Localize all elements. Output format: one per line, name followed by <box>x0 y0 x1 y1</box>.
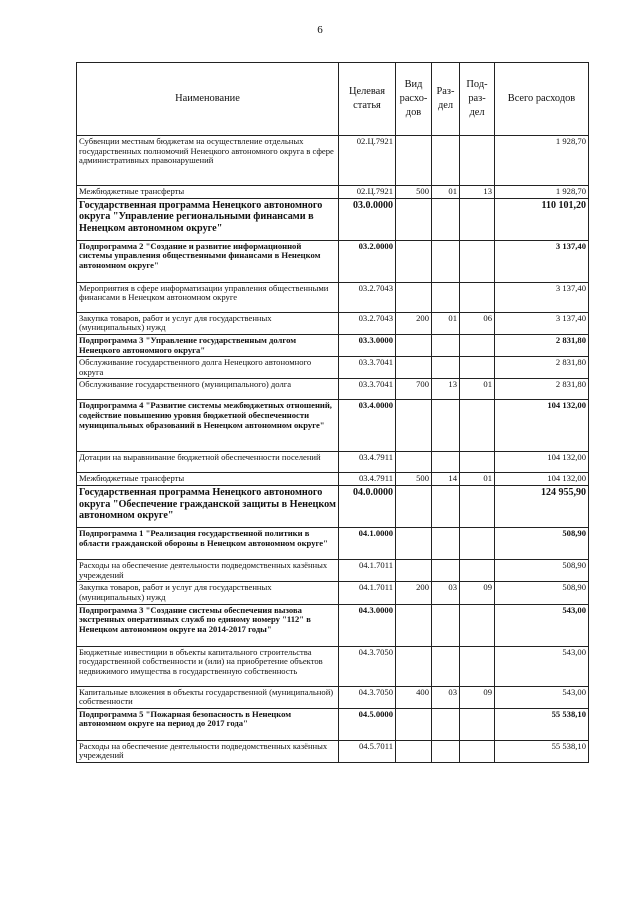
budget-table <box>76 62 589 763</box>
row-vid: 200 <box>396 312 432 334</box>
row-vid <box>396 357 432 379</box>
row-razdel: 13 <box>432 379 460 400</box>
row-total: 104 132,00 <box>495 473 589 486</box>
row-code: 03.2.0000 <box>339 240 396 282</box>
row-vid: 400 <box>396 686 432 708</box>
table-row <box>77 528 589 560</box>
row-name: Государственная программа Ненецкого автономного округа "Обеспечение гражданской защиты в Ненецком автономном округе" <box>77 486 339 528</box>
row-razdel <box>432 486 460 528</box>
row-podrazdel <box>460 740 495 762</box>
row-total: 55 538,10 <box>495 740 589 762</box>
row-vid <box>396 560 432 582</box>
row-podrazdel <box>460 240 495 282</box>
row-name: Обслуживание государственного (муниципального) долга <box>77 379 339 400</box>
row-name: Подпрограмма 3 "Управление государственным долгом Ненецкого автономного округа" <box>77 334 339 356</box>
row-code: 04.1.7011 <box>339 560 396 582</box>
table-row <box>77 186 589 199</box>
table-row <box>77 473 589 486</box>
row-razdel <box>432 528 460 560</box>
row-razdel <box>432 452 460 473</box>
table-row <box>77 646 589 686</box>
row-podrazdel <box>460 198 495 240</box>
row-vid: 500 <box>396 186 432 199</box>
table-row <box>77 136 589 186</box>
row-total: 1 928,70 <box>495 186 589 199</box>
row-total: 2 831,80 <box>495 334 589 356</box>
row-code: 04.3.7050 <box>339 646 396 686</box>
row-code: 03.3.7041 <box>339 357 396 379</box>
row-razdel <box>432 400 460 452</box>
row-name: Государственная программа Ненецкого автономного округа "Управление региональными финансами в Ненецком автономном округе" <box>77 198 339 240</box>
row-vid <box>396 136 432 186</box>
row-vid <box>396 282 432 312</box>
table-row <box>77 400 589 452</box>
row-razdel <box>432 560 460 582</box>
row-razdel: 01 <box>432 186 460 199</box>
row-vid <box>396 240 432 282</box>
row-razdel: 01 <box>432 312 460 334</box>
table-row <box>77 452 589 473</box>
row-total: 3 137,40 <box>495 240 589 282</box>
table-row <box>77 582 589 604</box>
row-podrazdel <box>460 486 495 528</box>
row-vid <box>396 400 432 452</box>
row-name: Подпрограмма 5 "Пожарная безопасность в Ненецком автономном округе на период до 2017 года" <box>77 708 339 740</box>
row-total: 508,90 <box>495 582 589 604</box>
row-name: Мероприятия в сфере информатизации управления общественными финансами в Ненецком автономном округе <box>77 282 339 312</box>
row-razdel <box>432 646 460 686</box>
row-code: 04.5.7011 <box>339 740 396 762</box>
row-vid: 500 <box>396 473 432 486</box>
row-total: 3 137,40 <box>495 312 589 334</box>
row-podrazdel <box>460 528 495 560</box>
row-code: 04.0.0000 <box>339 486 396 528</box>
row-podrazdel <box>460 604 495 646</box>
row-razdel: 14 <box>432 473 460 486</box>
row-total: 543,00 <box>495 686 589 708</box>
row-total: 124 955,90 <box>495 486 589 528</box>
row-podrazdel: 09 <box>460 582 495 604</box>
row-podrazdel <box>460 136 495 186</box>
row-podrazdel <box>460 357 495 379</box>
table-row <box>77 240 589 282</box>
table-row <box>77 604 589 646</box>
table-row <box>77 312 589 334</box>
row-code: 03.2.7043 <box>339 312 396 334</box>
row-vid <box>396 198 432 240</box>
header-name: Наименование <box>77 63 339 136</box>
row-podrazdel: 06 <box>460 312 495 334</box>
row-total: 543,00 <box>495 646 589 686</box>
row-vid: 200 <box>396 582 432 604</box>
row-podrazdel: 01 <box>460 379 495 400</box>
row-code: 04.1.0000 <box>339 528 396 560</box>
row-vid <box>396 646 432 686</box>
row-podrazdel <box>460 400 495 452</box>
row-name: Подпрограмма 4 "Развитие системы межбюджетных отношений, содействие повышению уровня бюджетной обеспеченности муниципальных образований в Ненецком автономном округе" <box>77 400 339 452</box>
row-razdel <box>432 740 460 762</box>
row-name: Бюджетные инвестиции в объекты капитального строительства государственной собственности и (или) на приобретение объектов недвижимого имущества в государственную собственность <box>77 646 339 686</box>
row-code: 03.4.7911 <box>339 473 396 486</box>
row-vid <box>396 452 432 473</box>
row-total: 110 101,20 <box>495 198 589 240</box>
row-podrazdel <box>460 334 495 356</box>
row-name: Подпрограмма 3 "Создание системы обеспечения вызова экстренных оперативных служб по единому номеру "112" в Ненецком автономном округе на 2014-2017 годы" <box>77 604 339 646</box>
header-code: Целевая статья <box>339 63 396 136</box>
row-name: Капитальные вложения в объекты государственной (муниципальной) собственности <box>77 686 339 708</box>
row-name: Субвенции местным бюджетам на осуществление отдельных государственных полномочий Ненецкого автономного округа в сфере административных правонарушений <box>77 136 339 186</box>
header-total: Всего расходов <box>495 63 589 136</box>
table-row <box>77 379 589 400</box>
row-razdel <box>432 604 460 646</box>
row-name: Закупка товаров, работ и услуг для государственных (муниципальных) нужд <box>77 582 339 604</box>
row-razdel <box>432 198 460 240</box>
row-total: 3 137,40 <box>495 282 589 312</box>
row-vid <box>396 740 432 762</box>
row-code: 03.0.0000 <box>339 198 396 240</box>
row-code: 03.2.7043 <box>339 282 396 312</box>
row-total: 508,90 <box>495 560 589 582</box>
row-total: 104 132,00 <box>495 452 589 473</box>
row-total: 508,90 <box>495 528 589 560</box>
row-podrazdel: 13 <box>460 186 495 199</box>
row-name: Межбюджетные трансферты <box>77 186 339 199</box>
row-name: Расходы на обеспечение деятельности подведомственных казённых учреждений <box>77 560 339 582</box>
table-row <box>77 334 589 356</box>
row-code: 03.4.7911 <box>339 452 396 473</box>
table-row <box>77 282 589 312</box>
page-number: 6 <box>317 24 323 36</box>
table-row <box>77 198 589 240</box>
row-razdel <box>432 136 460 186</box>
row-total: 55 538,10 <box>495 708 589 740</box>
row-podrazdel: 01 <box>460 473 495 486</box>
row-podrazdel <box>460 282 495 312</box>
row-vid <box>396 486 432 528</box>
table-row <box>77 686 589 708</box>
table-row <box>77 486 589 528</box>
row-podrazdel: 09 <box>460 686 495 708</box>
row-name: Межбюджетные трансферты <box>77 473 339 486</box>
row-vid: 700 <box>396 379 432 400</box>
row-code: 04.3.0000 <box>339 604 396 646</box>
row-code: 02.Ц.7921 <box>339 186 396 199</box>
row-total: 543,00 <box>495 604 589 646</box>
row-razdel: 03 <box>432 686 460 708</box>
row-podrazdel <box>460 560 495 582</box>
table-row <box>77 357 589 379</box>
row-code: 03.3.0000 <box>339 334 396 356</box>
row-vid <box>396 334 432 356</box>
row-code: 04.3.7050 <box>339 686 396 708</box>
row-vid <box>396 708 432 740</box>
row-razdel <box>432 282 460 312</box>
row-total: 1 928,70 <box>495 136 589 186</box>
header-row <box>77 63 589 136</box>
table-row <box>77 740 589 762</box>
table-row <box>77 560 589 582</box>
row-podrazdel <box>460 452 495 473</box>
row-total: 104 132,00 <box>495 400 589 452</box>
row-razdel: 03 <box>432 582 460 604</box>
row-name: Закупка товаров, работ и услуг для государственных (муниципальных) нужд <box>77 312 339 334</box>
header-podrazdel: Под-раз-дел <box>460 63 495 136</box>
row-code: 04.1.7011 <box>339 582 396 604</box>
row-razdel <box>432 334 460 356</box>
row-podrazdel <box>460 708 495 740</box>
row-name: Расходы на обеспечение деятельности подведомственных казённых учреждений <box>77 740 339 762</box>
row-name: Подпрограмма 2 "Создание и развитие информационной системы управления общественными финансами в Ненецком автономном округе" <box>77 240 339 282</box>
row-code: 03.3.7041 <box>339 379 396 400</box>
table-row <box>77 708 589 740</box>
header-razdel: Раз-дел <box>432 63 460 136</box>
row-vid <box>396 528 432 560</box>
row-code: 04.5.0000 <box>339 708 396 740</box>
header-vid: Вид расхо-дов <box>396 63 432 136</box>
row-total: 2 831,80 <box>495 357 589 379</box>
row-code: 02.Ц.7921 <box>339 136 396 186</box>
row-razdel <box>432 357 460 379</box>
row-vid <box>396 604 432 646</box>
row-razdel <box>432 708 460 740</box>
row-name: Дотации на выравнивание бюджетной обеспеченности поселений <box>77 452 339 473</box>
row-name: Подпрограмма 1 "Реализация государственной политики в области гражданской обороны в Ненецком автономном округе" <box>77 528 339 560</box>
row-total: 2 831,80 <box>495 379 589 400</box>
row-podrazdel <box>460 646 495 686</box>
row-razdel <box>432 240 460 282</box>
row-code: 03.4.0000 <box>339 400 396 452</box>
row-name: Обслуживание государственного долга Ненецкого автономного округа <box>77 357 339 379</box>
